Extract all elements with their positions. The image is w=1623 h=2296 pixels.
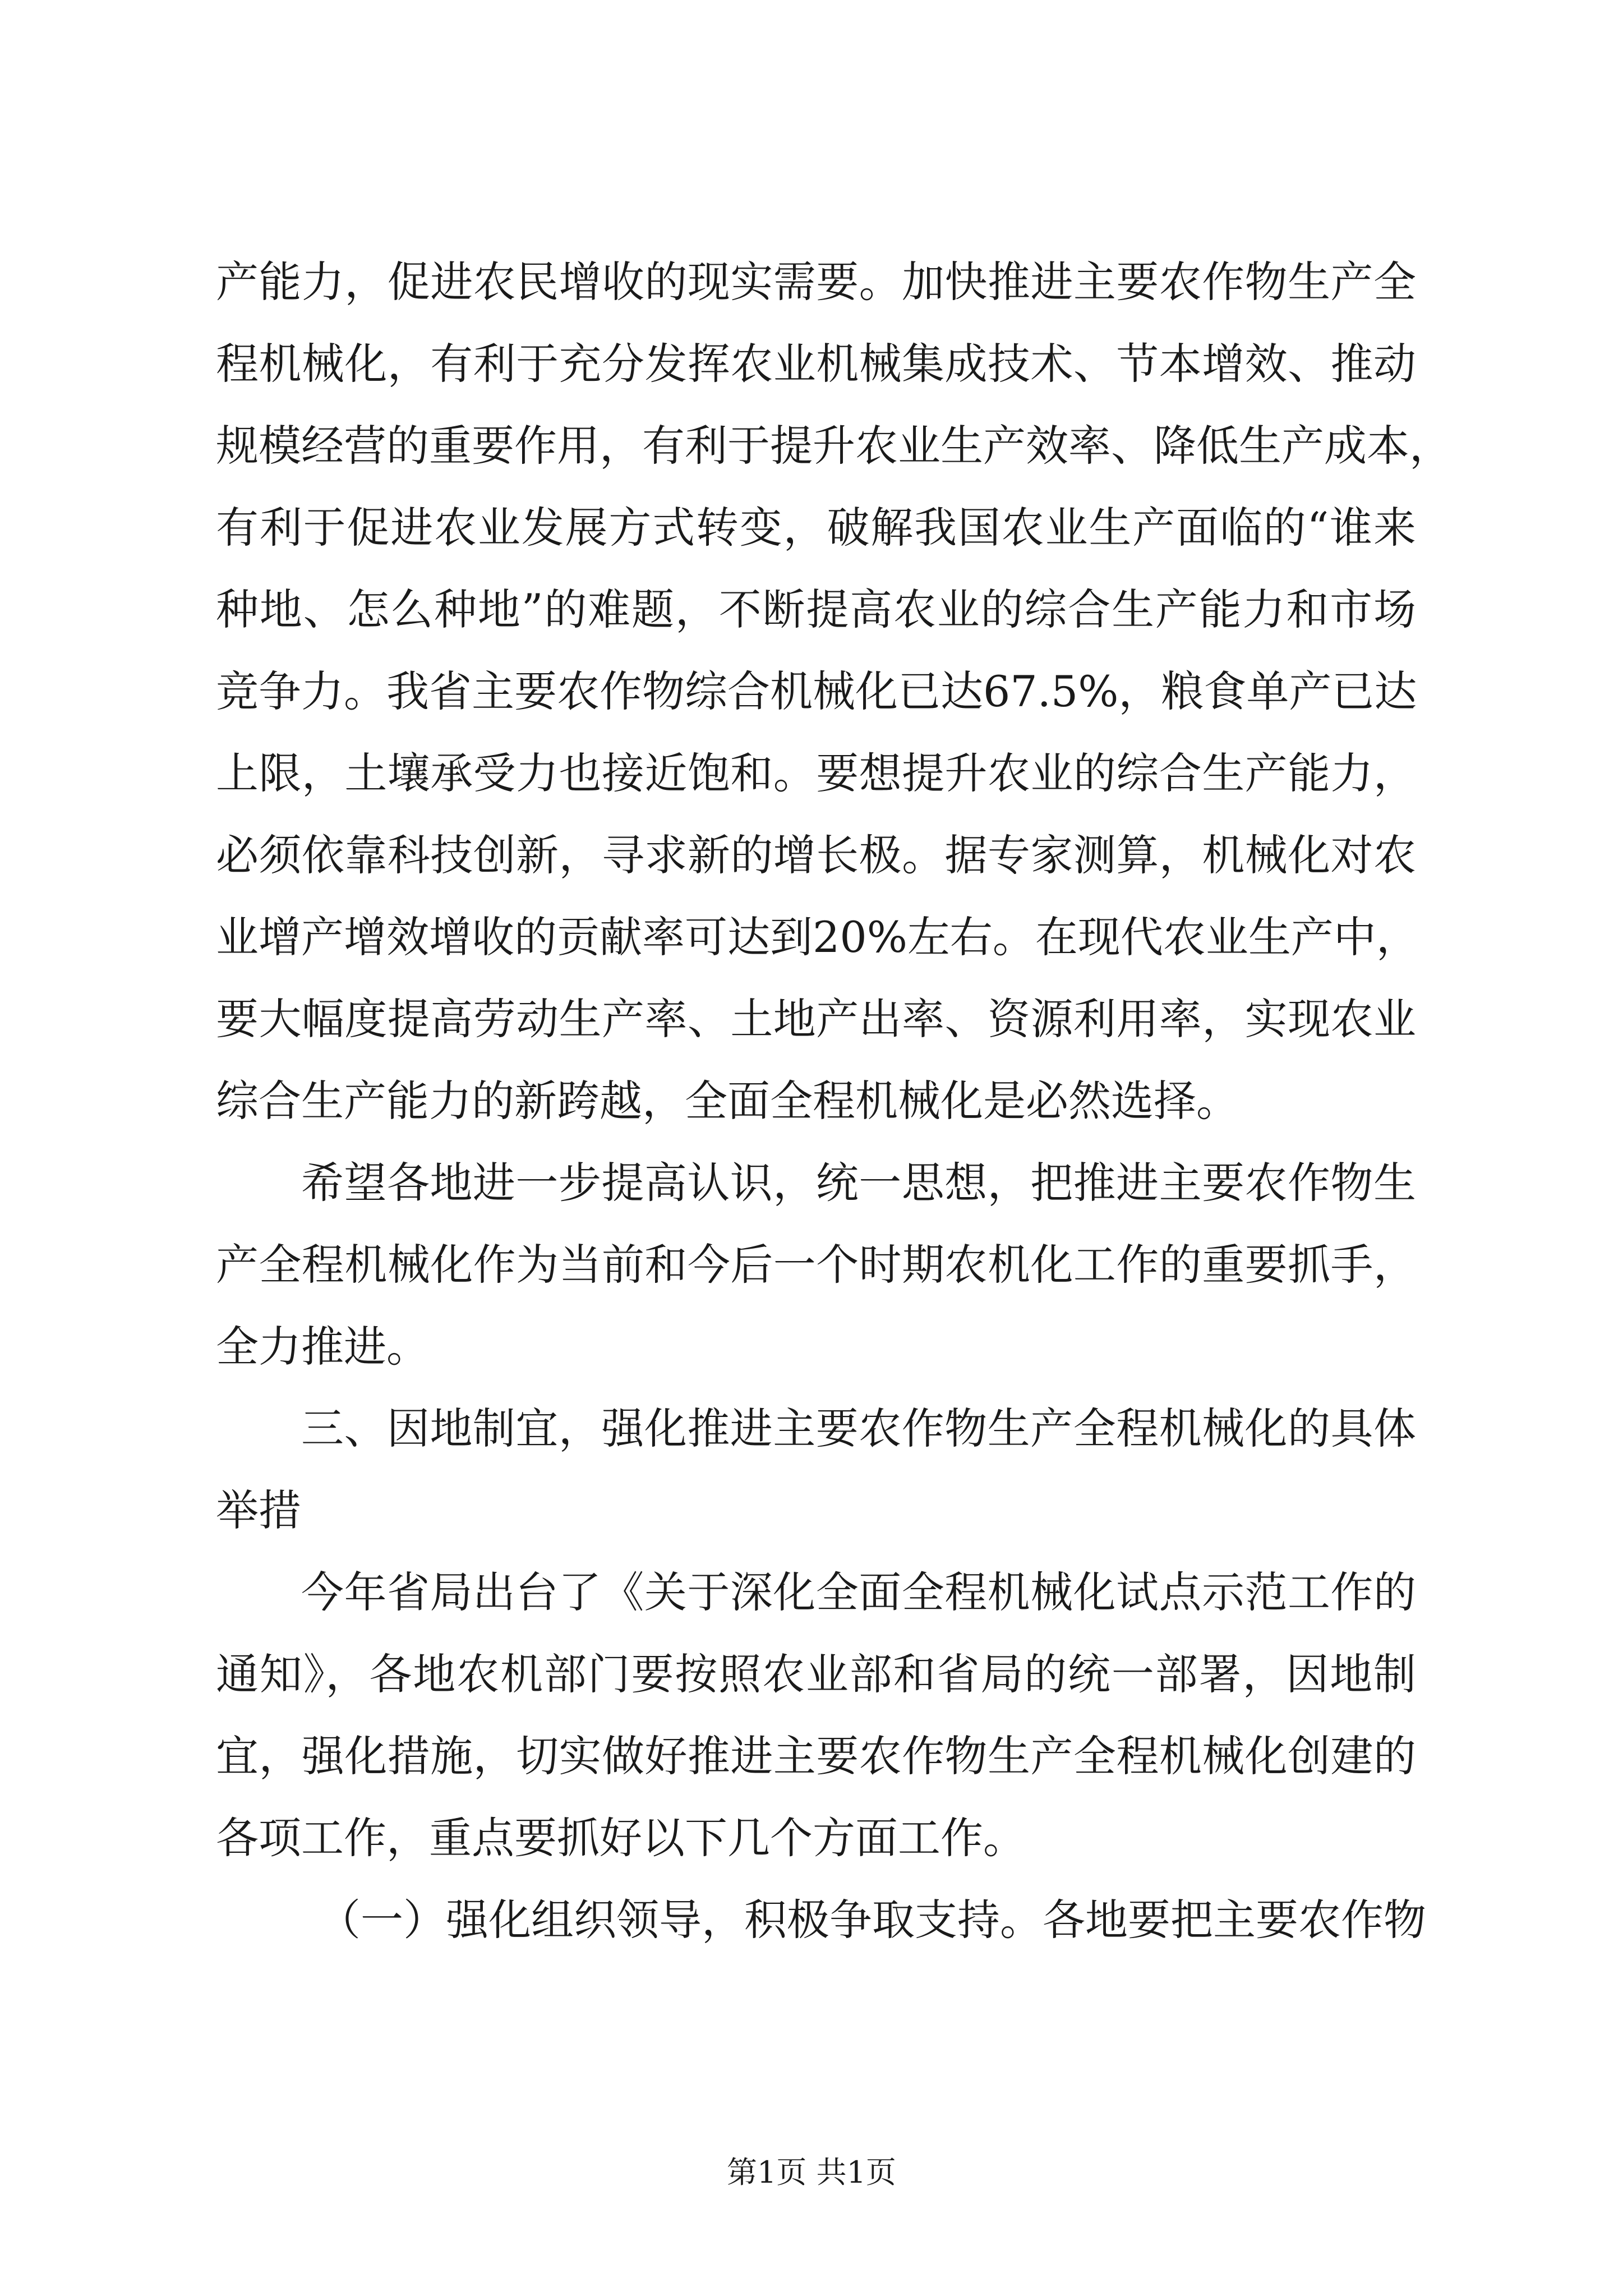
- text-line: 必须依靠科技创新，寻求新的增长极。据专家测算，机械化对农: [216, 830, 1416, 880]
- paragraph-first-line: 希望各地进一步提高认识，统一思想，把推进主要农作物生: [301, 1158, 1416, 1208]
- text-line: 各项工作，重点要抓好以下几个方面工作。: [216, 1813, 1026, 1863]
- text-line: 程机械化，有利于充分发挥农业机械集成技术、节本增效、推动: [216, 339, 1416, 389]
- text-line: 产能力，促进农民增收的现实需要。加快推进主要农作物生产全: [216, 257, 1416, 307]
- text-line: 宜，强化措施，切实做好推进主要农作物生产全程机械化创建的: [216, 1731, 1416, 1781]
- text-line: 全力推进。: [216, 1322, 429, 1372]
- text-line: 上限，土壤承受力也接近饱和。要想提升农业的综合生产能力，: [216, 748, 1416, 798]
- section-heading-line: 举措: [216, 1485, 301, 1535]
- text-line: 规模经营的重要作用，有利于提升农业生产效率、降低生产成本，: [216, 421, 1452, 471]
- text-line: 要大幅度提高劳动生产率、土地产出率、资源利用率，实现农业: [216, 994, 1416, 1044]
- page-number: 第1页 共1页: [727, 2155, 896, 2190]
- document-body: [216, 241, 1452, 1961]
- text-line: 综合生产能力的新跨越，全面全程机械化是必然选择。: [216, 1076, 1239, 1126]
- text-line: 业增产增效增收的贡献率可达到20%左右。在现代农业生产中，: [216, 912, 1419, 962]
- text-line: 竞争力。我省主要农作物综合机械化已达67.5%，粮食单产已达: [216, 666, 1417, 716]
- text-line: 通知》，各地农机部门要按照农业部和省局的统一部署，因地制: [216, 1649, 1416, 1699]
- page-footer: [0, 2148, 1623, 2192]
- text-line: 产全程机械化作为当前和今后一个时期农机化工作的重要抓手，: [216, 1240, 1416, 1290]
- section-heading-line: 三、因地制宜，强化推进主要农作物生产全程机械化的具体: [301, 1404, 1416, 1453]
- paragraph-first-line: 今年省局出台了《关于深化全面全程机械化试点示范工作的: [301, 1567, 1416, 1617]
- list-item-line: （一）强化组织领导，积极争取支持。各地要把主要农作物: [318, 1895, 1426, 1945]
- text-line: 种地、怎么种地”的难题，不断提高农业的综合生产能力和市场: [216, 585, 1416, 634]
- text-line: 有利于促进农业发展方式转变，破解我国农业生产面临的“谁来: [216, 503, 1416, 553]
